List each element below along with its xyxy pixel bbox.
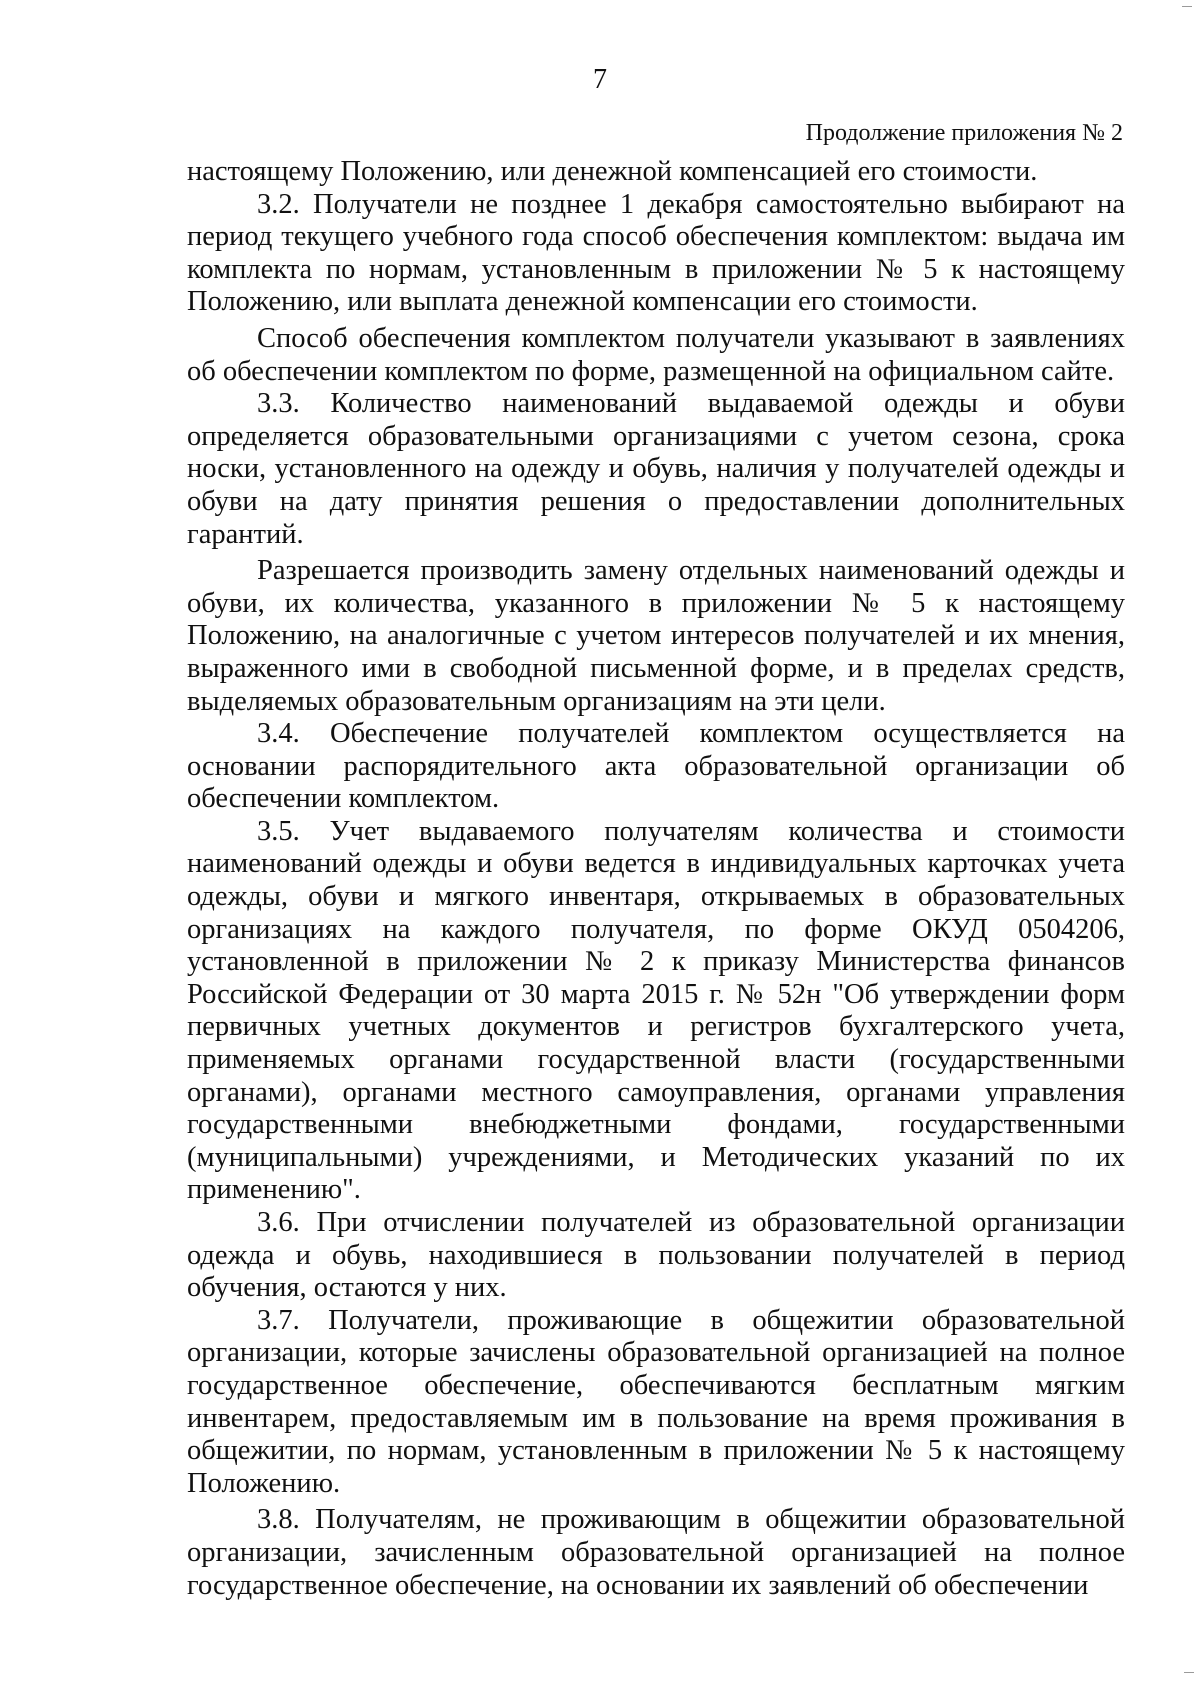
paragraph-3-4: 3.4. Обеспечение получателей комплектом осуществляется на основании распорядительного акта образовательной организации об обеспечении комплектом. [187,718,1125,815]
paragraph-3-8: 3.8. Получателям, не проживающим в общежитии образовательной организации, зачисленным образовательной организацией на полное государственное обеспечение, на основании их заявлений об обеспечении [187,1504,1125,1601]
paragraph-3-3: 3.3. Количество наименований выдаваемой одежды и обуви определяется образовательными организациями с учетом сезона, срока носки, установленного на одежду и обувь, наличия у получателей одежды и обуви на дату принятия решения о предоставлении дополнительных гарантий. [187,388,1125,550]
scan-artifact [1182,6,1192,7]
paragraph-3-2-method: Способ обеспечения комплектом получатели указывают в заявлениях об обеспечении комплектом по форме, размещенной на официальном сайте. [187,322,1125,387]
paragraph-3-5: 3.5. Учет выдаваемого получателям количества и стоимости наименований одежды и обуви ведется в индивидуальных карточках учета одежды, обуви и мягкого инвентаря, открываемых в образовательных организациях на каждого получателя, по форме ОКУД 0504206, установленной в приложении № 2 к приказу Министерства финансов Российской Федерации от 30 марта 2015 г. № 52н "Об утверждении форм первичных учетных документов и регистров бухгалтерского учета, применяемых органами государственной власти (государственными органами), органами местного самоуправления, органами управления государственными внебюджетными фондами, государственными (муниципальными) учреждениями, и Методических указаний по их применению". [187,815,1125,1206]
document-body [187,156,1125,1602]
paragraph-3-6: 3.6. При отчислении получателей из образовательной организации одежда и обувь, находившиеся в пользовании получателей в период обучения, остаются у них. [187,1207,1125,1304]
paragraph-3-7: 3.7. Получатели, проживающие в общежитии образовательной организации, которые зачислены образовательной организацией на полное государственное обеспечение, обеспечиваются бесплатным мягким инвентарем, предоставляемым им в пользование на время проживания в общежитии, по нормам, установленным в приложении № 5 к настоящему Положению. [187,1304,1125,1499]
paragraph-3-2: 3.2. Получатели не позднее 1 декабря самостоятельно выбирают на период текущего учебного года способ обеспечения комплектом: выдача им комплекта по нормам, установленным в приложении № 5 к настоящему Положению, или выплата денежной компенсации его стоимости. [187,188,1125,318]
page-number: 7 [593,64,607,95]
scan-artifact [1184,1672,1194,1673]
running-header: Продолжение приложения № 2 [805,120,1123,146]
paragraph-continuation: настоящему Положению, или денежной компенсацией его стоимости. [187,156,1038,187]
paragraph-3-3-replacement: Разрешается производить замену отдельных наименований одежды и обуви, их количества, указанного в приложении № 5 к настоящему Положению, на аналогичные с учетом интересов получателей и их мнения, выраженного ими в свободной письменной форме, и в пределах средств, выделяемых образовательным организациям на эти цели. [187,555,1125,717]
